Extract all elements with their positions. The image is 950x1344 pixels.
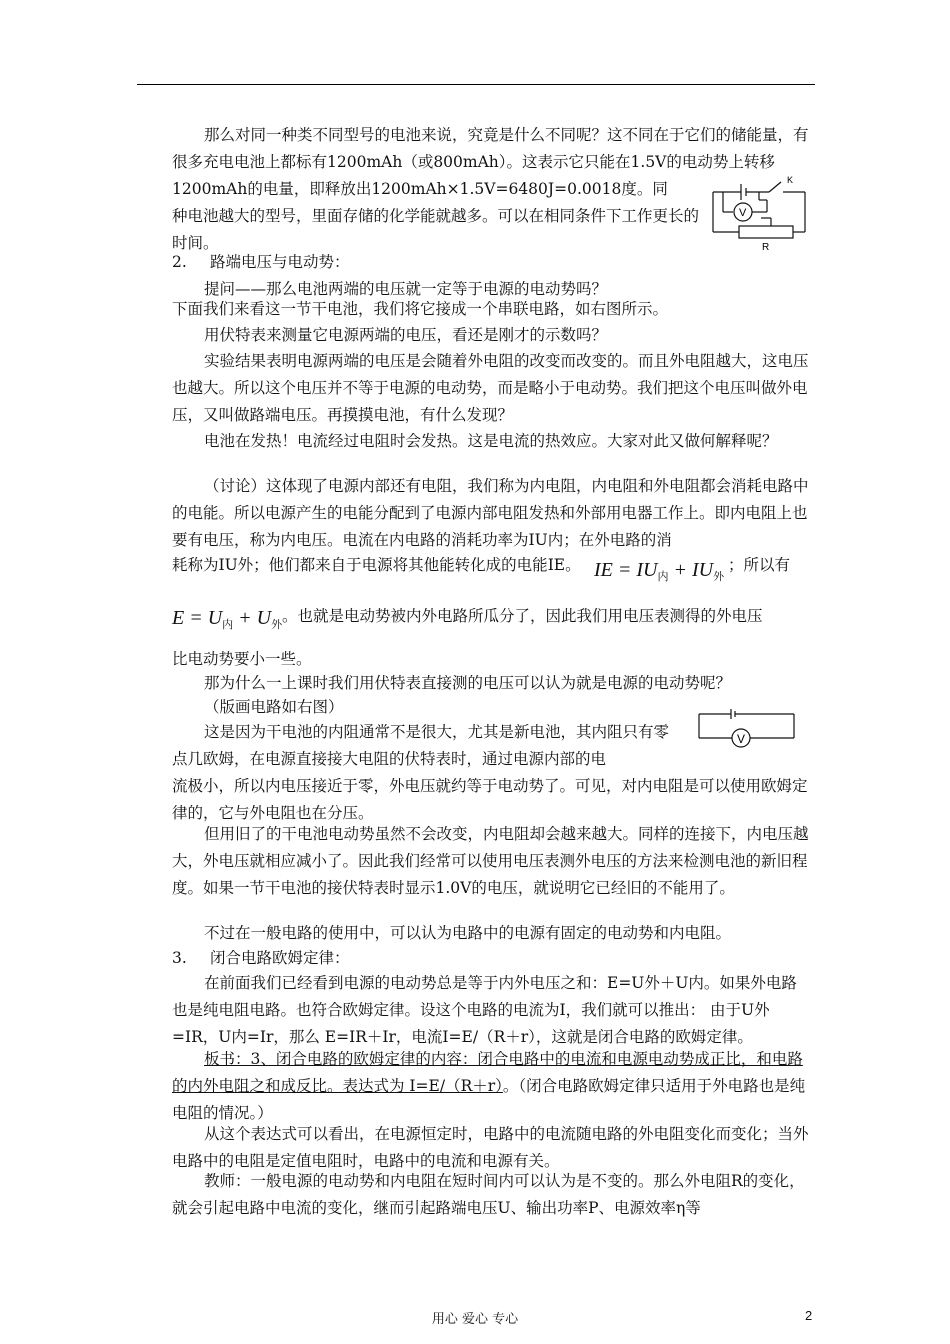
paragraph: 用伏特表来测量它电源两端的电压，看还是刚才的示数吗？: [204, 326, 608, 344]
board-note: 板书：3、闭合电路的欧姆定律的内容：闭合电路中的电流和电源电动势成正比，和电路的内外电阻之和成反比。表达式为 I=E/（R＋r）: [172, 1050, 803, 1095]
paragraph: 流极小，所以内电压接近于零，外电压就约等于电动势了。可见，对内电阻是可以使用欧姆定律的，它与外电阻也在分压。: [172, 777, 808, 822]
section-heading: [172, 945, 812, 972]
page-number: 2: [805, 1308, 813, 1323]
section-number: 2.: [172, 253, 187, 271]
circuit-diagram-rheostat: [705, 170, 815, 259]
paragraph: 电池在发热！电流经过电阻时会发热。这是电流的热效应。大家对此又做何解释呢？: [204, 432, 778, 450]
section-title: 路端电压与电动势：: [210, 253, 350, 271]
paragraph: 从这个表达式可以看出，在电源恒定时，电路中的电流随电路的外电阻变化而变化；当外电路中的电阻是定值电阻时，电路中的电流和电源有关。: [172, 1125, 809, 1170]
circuit-diagram-voltmeter: [695, 708, 800, 754]
paragraph: 种电池越大的型号，里面存储的化学能就越多。可以在相同条件下工作更长的时间。: [172, 207, 700, 252]
paragraph: 板书：3、闭合电路的欧姆定律的内容：闭合电路中的电流和电源电动势成正比，和电路的内外电阻之和成反比。表达式为 I=E/（R＋r）。（闭合电路欧姆定律只适用于外电路也是纯电阻的情况。）: [172, 1050, 806, 1122]
paragraph: 不过在一般电路的使用中，可以认为电路中的电源有固定的电动势和内电阻。: [204, 924, 732, 942]
paragraph: 但用旧了的干电池电动势虽然不会改变，内电阻却会越来越大。同样的连接下，内电压越大，外电压就相应减小了。因此我们经常可以使用电压表测外电压的方法来检测电池的新旧程度。如果一节干电池的接伏特表时显示1.0V的电压，就说明它已经旧的不能用了。: [172, 825, 809, 897]
formula-power: IE = $IU_内 + IU_外$: [594, 559, 725, 583]
page-footer: 用心 爱心 专心: [431, 1312, 519, 1327]
formula-emf: $E = U_内 + U_外$: [172, 607, 283, 631]
paragraph: 。也就是电动势被内外电路所瓜分了，因此我们用电压表测得的外电压: [282, 607, 763, 625]
paragraph: 那么对同一种类不同型号的电池来说，究竟是什么不同呢？这不同在于它们的储能量，有很多充电电池上都标有1200mAh（或800mAh）。这表示它只能在1.5V的电动势上转移1200mAh的电量，即释放出1200mAh×1.5V=6480J=0.0018度。同: [172, 126, 809, 198]
voltmeter-label: V: [737, 732, 746, 746]
paragraph: ；所以有: [728, 556, 791, 574]
header-rule: [137, 84, 815, 85]
paragraph: 耗称为IU外；他们都来自于电源将其他能转化成的电能IE。: [172, 556, 581, 574]
paragraph: 教师：一般电源的电动势和内电阻在短时间内可以认为是不变的。那么外电阻R的变化，就会引起电路中电流的变化，继而引起路端电压U、输出功率P、电源效率η等: [172, 1172, 805, 1217]
paragraph: 在前面我们已经看到电源的电动势总是等于内外电压之和：E=U外＋U内。如果外电路也是纯电阻电路。也符合欧姆定律。设这个电路的电流为I，我们就可以推出： 由于U外=IR，U内=Ir，那么 E=IR＋Ir，电流I=E/（R＋r），这就是闭合电路的欧姆定律。: [172, 974, 797, 1046]
paragraph: 比电动势要小一些。: [172, 650, 312, 668]
paragraph: 那为什么一上课时我们用伏特表直接测的电压可以认为就是电源的电动势呢？: [204, 674, 732, 692]
paragraph: 实验结果表明电源两端的电压是会随着外电阻的改变而改变的。而且外电阻越大，这电压也越大。所以这个电压并不等于电源的电动势，而是略小于电动势。我们把这个电压叫做外电压，又叫做路端电压。再摸摸电池，有什么发现？: [172, 352, 809, 424]
voltmeter-label: V: [739, 207, 747, 219]
paragraph: 提问——那么电池两端的电压就一定等于电源的电动势吗？: [204, 280, 608, 298]
paragraph: （版画电路如右图）: [204, 698, 344, 716]
switch-label: K: [787, 175, 794, 185]
resistor-label: R: [762, 242, 770, 253]
section-title: 闭合电路欧姆定律：: [210, 949, 350, 967]
section-heading: [172, 249, 812, 276]
paragraph: 下面我们来看这一节干电池，我们将它接成一个串联电路，如右图所示。: [172, 300, 669, 318]
section-number: 3.: [172, 949, 187, 967]
paragraph: （讨论）这体现了电源内部还有电阻，我们称为内电阻，内电阻和外电阻都会消耗电路中的电能。所以电源产生的电能分配到了电源内部电阻发热和外部用电器工作上。即内电阻上也要有电压，称为内电压。电流在内电路的消耗功率为IU内；在外电路的消: [172, 477, 809, 549]
paragraph: 这是因为干电池的内阻通常不是很大，尤其是新电池，其内阻只有零点几欧姆，在电源直接接大电阻的伏特表时，通过电源内部的电: [172, 723, 670, 768]
